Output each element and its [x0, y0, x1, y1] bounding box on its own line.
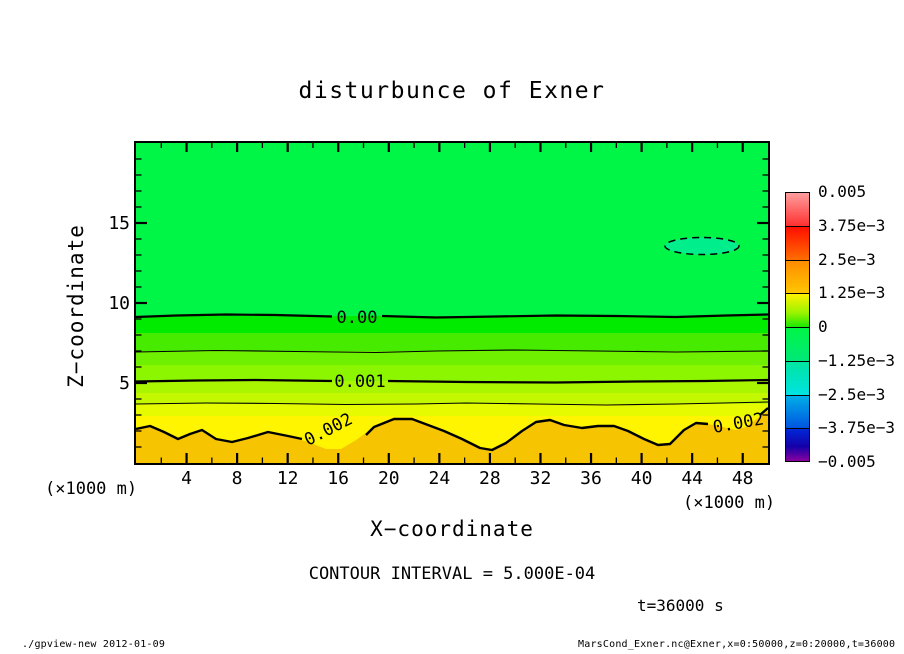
contour-label-0002-left: 0.002: [301, 409, 356, 451]
x-unit-left: (×1000 m): [45, 479, 138, 499]
colorbar-label-6: −1.25e−3: [818, 350, 896, 370]
colorbar-label-5: 0: [818, 317, 828, 336]
footer-command: ./gpview-new 2012-01-09: [22, 639, 166, 650]
plot-frame: [134, 141, 770, 465]
x-unit-right: (×1000 m): [683, 493, 776, 513]
contour-interval-text: CONTOUR INTERVAL = 5.000E-04: [308, 564, 596, 584]
x-tick-16: 16: [327, 468, 350, 489]
x-tick-20: 20: [377, 468, 400, 489]
x-axis-label: X−coordinate: [370, 517, 534, 541]
x-tick-24: 24: [428, 468, 451, 489]
colorbar-cell: [785, 361, 810, 396]
x-tick-8: 8: [231, 468, 243, 489]
x-tick-4: 4: [181, 468, 193, 489]
colorbar-cell: [785, 395, 810, 430]
x-tick-32: 32: [529, 468, 552, 489]
colorbar-cell: [785, 428, 810, 462]
colorbar-cell: [785, 226, 810, 261]
y-tick-5: 5: [119, 373, 130, 394]
x-tick-40: 40: [630, 468, 653, 489]
contour-line-00015: [136, 402, 768, 405]
contour-label-0002-right: 0.002: [711, 409, 766, 438]
colorbar-label-8: −3.75e−3: [818, 418, 896, 438]
colorbar-cell: [785, 260, 810, 295]
colorbar-label-4: 1.25e−3: [818, 283, 886, 303]
contour-line-0001-a: [136, 380, 332, 382]
y-tick-10: 10: [108, 293, 130, 314]
contour-line-000-a: [136, 315, 332, 318]
y-tick-15: 15: [108, 213, 130, 234]
colorbar-label-7: −2.5e−3: [818, 384, 886, 404]
colorbar-cell: [785, 293, 810, 328]
colorbar-cell: [785, 327, 810, 362]
contour-line-000-b: [382, 315, 768, 318]
x-tick-48: 48: [731, 468, 754, 489]
axis-ticks: [136, 143, 768, 463]
time-label: t=36000 s: [637, 596, 724, 615]
colorbar-label-2: 3.75e−3: [818, 215, 886, 235]
x-tick-36: 36: [580, 468, 602, 489]
contour-overlay: [136, 143, 768, 463]
colorbar-label-9: −0.005: [818, 452, 876, 471]
colorbar-label-3: 2.5e−3: [818, 249, 876, 269]
footer-source: MarsCond_Exner.nc@Exner,x=0:50000,z=0:20000,t=36000: [578, 639, 896, 650]
x-tick-44: 44: [681, 468, 704, 489]
colorbar-cell: [785, 192, 810, 227]
dashed-negative-pocket: [665, 238, 739, 255]
z-axis-label: Z−coordinate: [64, 224, 88, 388]
chart-title: disturbunce of Exner: [298, 78, 606, 104]
x-tick-12: 12: [276, 468, 299, 489]
contour-line-00005: [136, 350, 768, 353]
contour-line-0001-b: [388, 380, 768, 383]
contour-label-0001: 0.001: [334, 372, 386, 392]
band-above-0002: [136, 411, 768, 463]
colorbar: [785, 192, 810, 462]
contour-label-000: 0.00: [336, 308, 378, 328]
x-tick-28: 28: [479, 468, 501, 489]
colorbar-label-1: 0.005: [818, 182, 867, 201]
